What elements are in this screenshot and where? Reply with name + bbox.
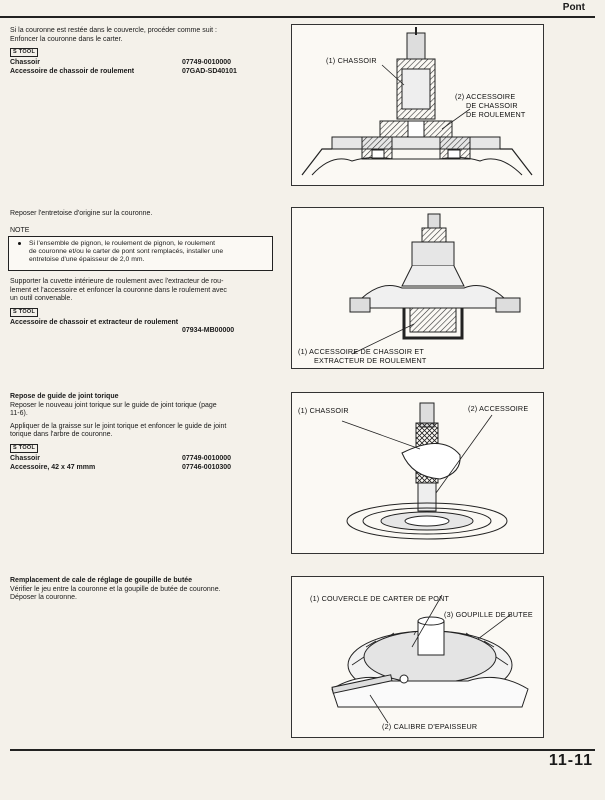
callout-chassoir: (1) CHASSOIR — [298, 406, 349, 415]
section1-intro2: Enfoncer la couronne dans le carter. — [10, 35, 123, 43]
callout-couvercle: (1) COUVERCLE DE CARTER DE PONT — [310, 594, 450, 603]
tool-code: 07749-0010000 — [182, 59, 232, 67]
bullet-icon — [18, 242, 21, 245]
tool-code: 07934-MB00000 — [182, 327, 235, 335]
note-line: Si l'ensemble de pignon, le roulement de pignon, le roulement — [29, 240, 216, 247]
para-line: Supporter la cuvette intérieure de roulement avec l'extracteur de rou- — [10, 278, 224, 285]
note-line: entretoise d'une épaisseur de 2,0 mm. — [29, 255, 145, 263]
section1-text — [10, 27, 280, 76]
note-line: de couronne et/ou le carter de pont sont remplacés, installer une — [29, 247, 224, 255]
callout-extracteur: (1) ACCESSOIRE DE CHASSOIR ET — [298, 347, 425, 356]
callout-accessoire-3: DE ROULEMENT — [466, 110, 526, 119]
section3-line: 11-6). — [10, 410, 28, 418]
section3-line: torique dans l'arbre de couronne. — [10, 431, 113, 439]
page-number: 11-11 — [548, 752, 593, 769]
figure-couvercle — [291, 576, 544, 738]
header-rule — [0, 16, 595, 18]
tool-code: 07GAD-SD40101 — [182, 67, 237, 75]
extracteur-diagram — [292, 208, 543, 368]
tool-row — [10, 59, 280, 68]
special-tool-icon: S TOOL — [10, 444, 38, 453]
section3-text — [10, 393, 280, 472]
section4-text — [10, 577, 285, 603]
header-title: Pont — [562, 2, 585, 13]
tool-row — [10, 68, 280, 77]
note-title: NOTE — [10, 227, 30, 234]
figure-extracteur — [291, 207, 544, 369]
callout-calibre: (2) CALIBRE D'EPAISSEUR — [382, 722, 478, 731]
section3-title: Repose de guide de joint torique — [10, 393, 119, 400]
section4-line: Déposer la couronne. — [10, 594, 77, 602]
tool-row — [10, 455, 280, 464]
tool-code: 07749-0010000 — [182, 454, 232, 462]
section1-intro: Si la couronne est restée dans le couvercle, procéder comme suit : — [10, 27, 217, 34]
section2-paragraph — [10, 278, 280, 336]
special-tool-icon: S TOOL — [10, 48, 38, 57]
callout-accessoire-2: DE CHASSOIR — [466, 101, 518, 110]
para-line: lement et l'accessoire et enfoncer la couronne dans le roulement avec — [10, 286, 227, 294]
tool-code: 07746-0010300 — [182, 463, 232, 471]
figure-guide-joint — [291, 392, 544, 554]
note-text — [29, 240, 267, 263]
section3-line: Reposer le nouveau joint torique sur le guide de joint torique (page — [10, 401, 217, 409]
tool-name: Chassoir — [10, 59, 40, 67]
tool-name: Chassoir — [10, 454, 40, 462]
para-line: un outil convenable. — [10, 295, 73, 303]
section3-line: Appliquer de la graisse sur le joint torique et enfoncer le guide de joint — [10, 422, 227, 430]
callout-extracteur-2: EXTRACTEUR DE ROULEMENT — [314, 356, 427, 365]
note-box — [8, 236, 273, 271]
tool-name: Accessoire de chassoir de roulement — [10, 67, 135, 75]
callout-accessoire: (2) ACCESSOIRE — [468, 404, 529, 413]
footer-rule — [10, 749, 595, 751]
special-tool-icon: S TOOL — [10, 308, 38, 317]
callout-accessoire: (2) ACCESSOIRE — [455, 92, 516, 101]
callout-goupille: (3) GOUPILLE DE BUTEE — [444, 610, 533, 619]
tool-row — [10, 464, 280, 473]
section4-line: Vérifier le jeu entre la couronne et la goupille de butée de couronne. — [10, 585, 221, 593]
tool-name: Accessoire de chassoir et extracteur de roulement — [10, 318, 179, 326]
guide-joint-diagram — [292, 393, 543, 553]
callout-chassoir: (1) CHASSOIR — [326, 56, 377, 65]
tool-name: Accessoire, 42 x 47 mmm — [10, 463, 96, 471]
figure-chassoir-accessoire — [291, 24, 544, 186]
section2-line1: Reposer l'entretoise d'origine sur la couronne. — [10, 210, 153, 217]
section4-title: Remplacement de cale de réglage de goupille de butée — [10, 577, 193, 584]
